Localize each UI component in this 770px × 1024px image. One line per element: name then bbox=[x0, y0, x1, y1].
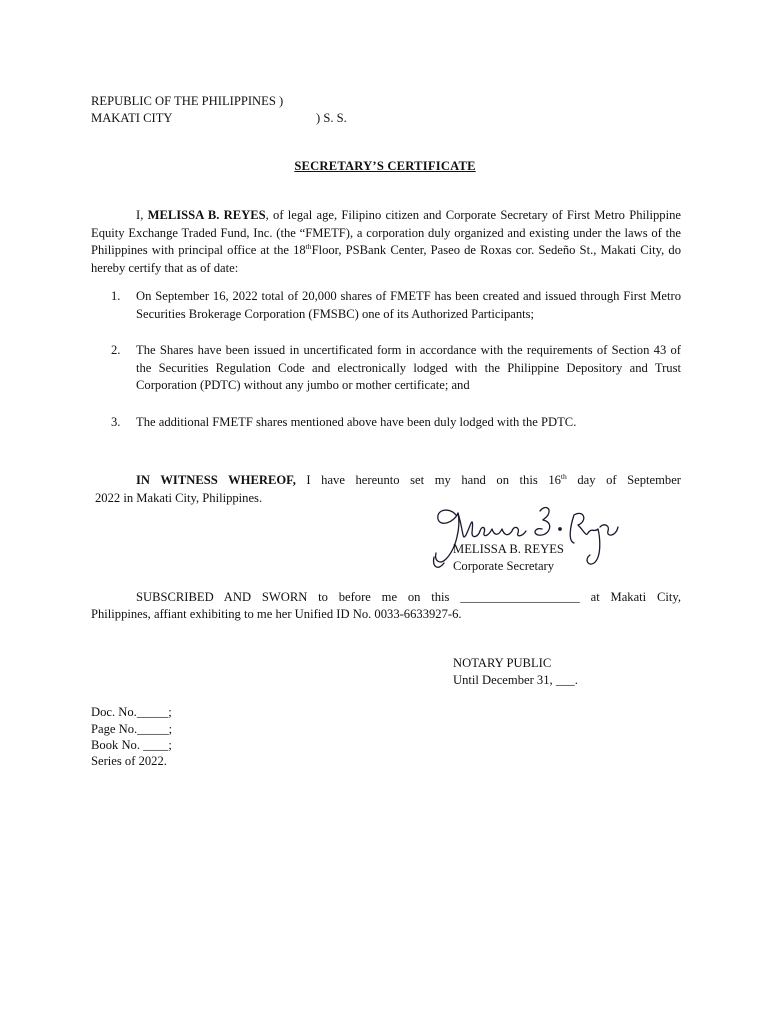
header-republic: REPUBLIC OF THE PHILIPPINES ) bbox=[91, 94, 284, 108]
sworn-line-2: Philippines, affiant exhibiting to me her Unified ID No. 0033-6633927-6. bbox=[91, 607, 462, 621]
signatory-title: Corporate Secretary bbox=[453, 559, 555, 573]
witness-sup: th bbox=[560, 472, 567, 481]
witness-bold: IN WITNESS WHEREOF, bbox=[136, 473, 296, 487]
list-item bbox=[91, 288, 681, 323]
intro-name: MELISSA B. REYES bbox=[147, 208, 266, 222]
sworn-paragraph: SUBSCRIBED AND SWORN to before me on this ___________________ at Makati City, bbox=[136, 590, 681, 604]
witness-text-b: day of September bbox=[566, 473, 681, 487]
intro-sup: th bbox=[305, 242, 312, 251]
list-item-text: The Shares have been issued in uncertificated form in accordance with the requirements of Section 43 of the Securities Regulation Code and electronically lodged with the Philippine Depository and Trust Corporation (PDTC) without any jumbo or mother certificate; and bbox=[136, 343, 681, 392]
witness-paragraph bbox=[91, 472, 681, 490]
intro-prefix: I, bbox=[136, 208, 148, 222]
witness-line-2: 2022 in Makati City, Philippines. bbox=[95, 491, 263, 505]
doc-number: Doc. No._____; bbox=[91, 705, 172, 719]
series-year: Series of 2022. bbox=[91, 754, 167, 768]
intro-paragraph bbox=[91, 207, 681, 277]
list-item-text: The additional FMETF shares mentioned above have been duly lodged with the PDTC. bbox=[136, 414, 577, 429]
list-item-number: 2. bbox=[111, 343, 121, 357]
document-title: SECRETARY’S CERTIFICATE bbox=[294, 159, 476, 173]
list-item bbox=[91, 342, 681, 395]
intro-text-b: Floor, PSBank Center, Paseo de Roxas cor. Sedeño St., Makati City, do hereby certify that as of date: bbox=[91, 243, 681, 275]
intro-text-a: , of legal age, Filipino citizen and Corporate Secretary of First Metro Philippine Equity Exchange Traded Fund, Inc. (the “FMETF), a corporation duly organized and existing under the laws of the Philippines with principal office at the 18 bbox=[91, 208, 681, 257]
certification-list bbox=[91, 288, 681, 431]
list-item-number: 3. bbox=[111, 414, 121, 429]
list-item-text: On September 16, 2022 total of 20,000 shares of FMETF has been created and issued through First Metro Securities Brokerage Corporation (FMSBC) one of its Authorized Participants; bbox=[136, 289, 681, 321]
list-item-number: 1. bbox=[111, 289, 121, 303]
witness-text-a: I have hereunto set my hand on this 16 bbox=[295, 473, 561, 487]
page-number: Page No._____; bbox=[91, 722, 173, 736]
notary-until: Until December 31, ___. bbox=[453, 673, 578, 687]
header-city: MAKATI CITY bbox=[91, 111, 173, 125]
signatory-name: MELISSA B. REYES bbox=[453, 542, 564, 556]
book-number: Book No. ____; bbox=[91, 738, 172, 752]
notary-public: NOTARY PUBLIC bbox=[453, 656, 552, 670]
list-item bbox=[91, 414, 681, 432]
header-ss: ) S. S. bbox=[316, 111, 347, 125]
